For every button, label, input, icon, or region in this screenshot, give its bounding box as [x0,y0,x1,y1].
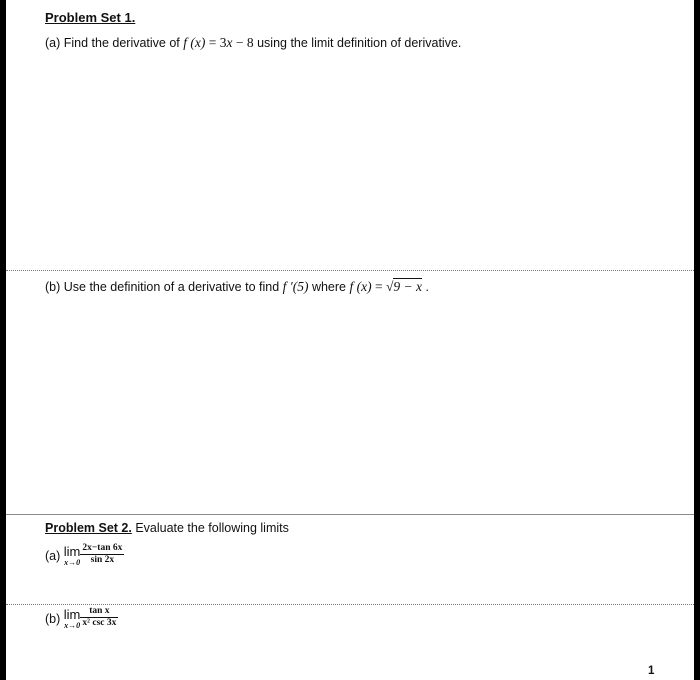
problem-set-2-heading: Problem Set 2. [45,521,132,535]
problem-set-2-intro: Evaluate the following limits [131,521,289,535]
right-page-edge [694,0,700,680]
problem-1a-suffix: using the limit definition of derivative. [253,36,462,50]
problem-1a-label: (a) Find the derivative of [45,36,184,50]
problem-2b [45,605,118,630]
page-number: 1 [648,665,655,677]
problem-2b-numerator: tan x [80,606,118,618]
problem-set-2-line [45,521,289,535]
left-page-edge [0,0,6,680]
problem-1a-equals: = 3 [205,35,227,50]
problem-2a-denominator: sin 2x [90,554,115,565]
problem-1b-radicand: 9 − x [393,279,422,294]
problem-1b-end: . [421,280,429,294]
problem-1a-x: x [226,35,233,50]
problem-1b-function: f (x) [349,279,372,294]
problem-1b-fprime: f ′(5) [282,279,309,294]
problem-2a-limit [64,545,81,567]
problem-2b-fraction [80,606,118,629]
problem-2b-label: (b) [45,612,61,626]
problem-1a-text [45,35,461,51]
problem-1b-where: where [308,280,350,294]
problem-2a-lim-word: lim [63,544,81,559]
problem-2b-denominator: x² csc 3x [82,617,117,628]
dotted-divider-1 [6,270,694,271]
problem-2a-fraction [80,543,124,566]
problem-2a-label: (a) [45,549,61,563]
problem-set-1-heading: Problem Set 1. [45,10,136,25]
problem-1a-rest: − 8 [232,35,254,50]
problem-1b-equals-sqrt: = √ [371,279,394,294]
problem-2b-approach: x→0 [64,621,81,630]
problem-2a-numerator: 2x−tan 6x [82,542,123,553]
problem-2b-lim-word: lim [63,607,81,622]
problem-1b-text [45,279,429,295]
problem-2a [45,542,124,567]
problem-1a-function: f (x) [183,35,206,50]
problem-2a-approach: x→0 [64,558,81,567]
solid-divider [6,514,694,515]
problem-2b-limit [64,608,81,630]
problem-1b-label: (b) Use the definition of a derivative to find [45,280,283,294]
